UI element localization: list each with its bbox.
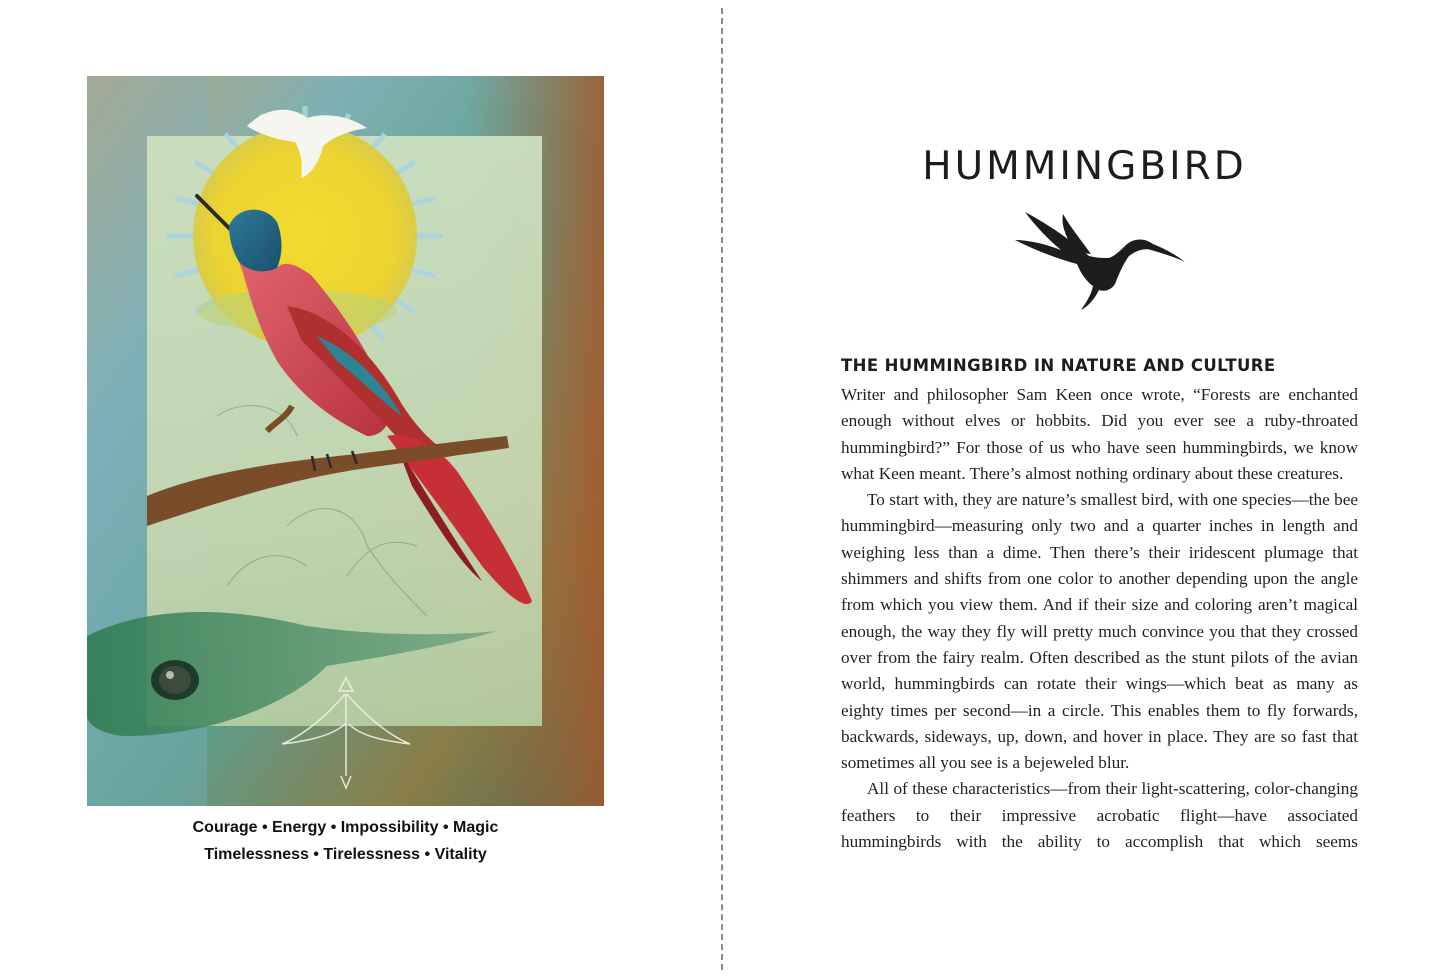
right-page [724, 0, 1445, 978]
hummingbird-silhouette-icon [1015, 210, 1185, 314]
keywords-line-2: Timelessness • Tirelessness • Vitality [204, 845, 487, 863]
left-page [0, 0, 720, 978]
keywords-line-1: Courage • Energy • Impossibility • Magic [192, 819, 499, 836]
page-fold-divider [721, 8, 723, 970]
entry-title: HUMMINGBIRD [922, 144, 1247, 189]
section-heading: THE HUMMINGBIRD IN NATURE AND CULTURE [841, 356, 1276, 375]
card-keywords [87, 815, 604, 868]
paragraph-1: Writer and philosopher Sam Keen once wrote, “Forests are enchanted enough without elves or hobbits. Did you ever see a ruby-throated hummingbird?” For those of us who have seen hummingbirds, we know what Keen meant. There’s almost nothing ordinary about these creatures. [841, 385, 1358, 483]
paragraph-2: To start with, they are nature’s smallest bird, with one species—the bee hummingbird—measuring only two and a quarter inches in length and weighing less than a dime. Then there’s their iridescent plumage that shimmers and shifts from one color to another depending upon the angle from which you view them. And if their size and coloring aren’t magical enough, the way they fly will pretty much convince you that they crossed over from the fairy realm. Often described as the stunt pilots of the avian world, hummingbirds can rotate their wings—which beat as many as eighty times per second—in a circle. This enables them to fly forwards, backwards, sideways, up, down, and hover in place. They are so fast that sometimes all you see is a bejeweled blur. [841, 490, 1358, 773]
hummingbird-card-art-icon [87, 76, 604, 806]
paragraph-3: All of these characteristics—from their light-scattering, color-changing feathers to their impressive acrobatic flight—have associated hummingbirds with the ability to accomplish that which seems [841, 779, 1358, 852]
body-text [841, 382, 1358, 855]
